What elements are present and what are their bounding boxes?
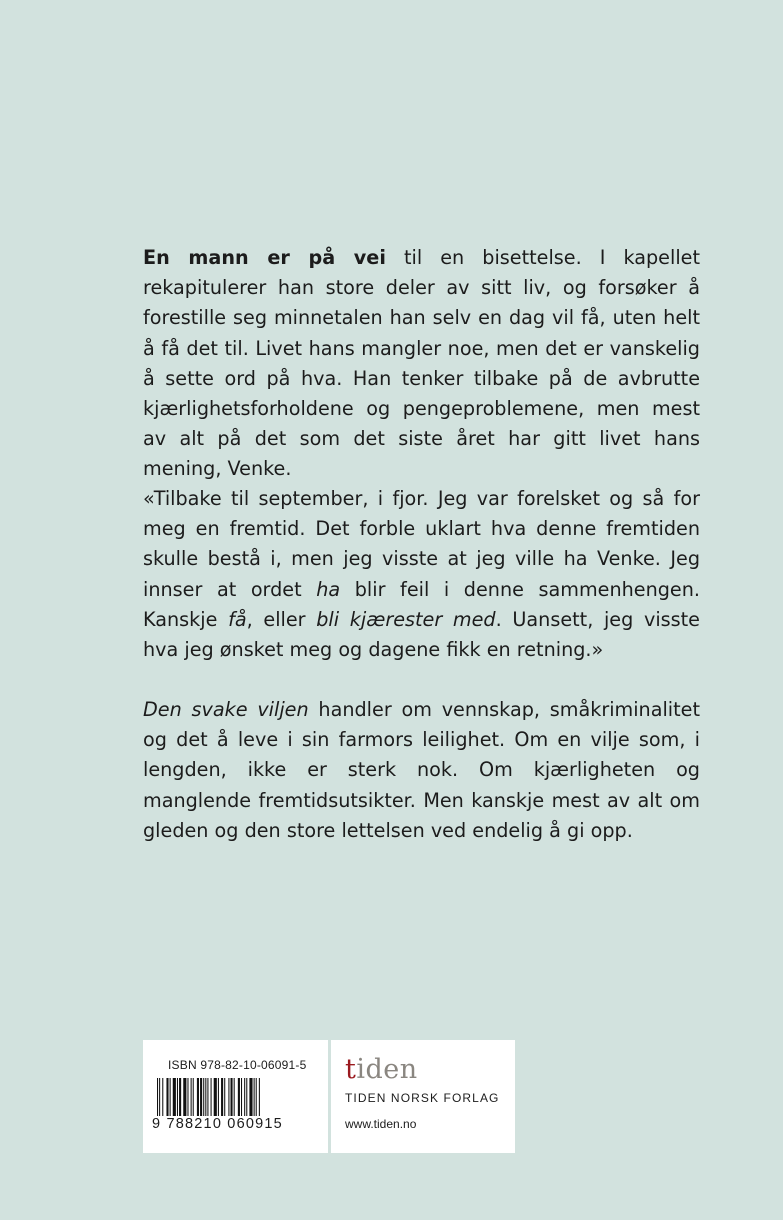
quote-part-d: . Uansett, jeg visste hva jeg ønsket meg og dagene fikk en retning.» [143,607,700,662]
isbn-barcode-box [143,1040,328,1153]
blurb-paragraph-3 [143,695,700,846]
quote-em-kjaerester: bli kjærester med [316,607,496,631]
publisher-url[interactable]: www.tiden.no [345,1117,417,1131]
quote-em-fa: få [228,607,247,631]
blurb-paragraph-1 [143,243,700,485]
logo-t: t [345,1054,357,1085]
quote-part-c: , eller [246,607,317,631]
publisher-box [331,1040,515,1153]
publisher-name: TIDEN NORSK FORLAG [345,1091,500,1105]
blurb-lead: En mann er på vei [143,246,386,269]
book-title: Den svake viljen [143,698,309,721]
quote-part-a: «Tilbake til september, i fjor. Jeg var forelsket og så for meg en fremtid. Det forble uklart hva denne fremtiden skulle bestå i, men jeg visste at jeg ville ha Venke. Jeg innser at ordet [143,487,700,601]
logo-rest: iden [356,1054,418,1085]
tiden-logo [345,1054,418,1085]
blurb-p1-text: til en bisettelse. I kapellet rekapitulerer han store deler av sitt liv, og forsøker å forestille seg minnetalen han selv en dag vil få, uten helt å få det til. Livet hans mangler noe, men det er vanskelig å sette ord på hva. Han tenker tilbake på de avbrutte kjærlighetsforholdene og pengeproblemene, men mest av alt på det som det siste året har gitt livet hans mening, Venke. [143,246,700,481]
barcode-digits-text: 9 788210 060915 [152,1116,283,1132]
blurb-p3-text: handler om vennskap, småkriminalitet og det å leve i sin farmors leilighet. Om en vilje som, i lengden, ikke er sterk nok. Om kjærligheten og manglende fremtidsutsikter. Men kanskje mest av alt om gleden og den store lettelsen ved endelig å gi opp. [143,698,700,842]
isbn-label: ISBN 978-82-10-06091-5 [168,1058,307,1072]
quote-em-ha: ha [316,577,341,601]
quote-part-b: blir feil i denne sammenhengen. Kanskje [143,577,700,631]
blurb-quote [143,484,700,665]
barcode-digits [151,1116,321,1132]
